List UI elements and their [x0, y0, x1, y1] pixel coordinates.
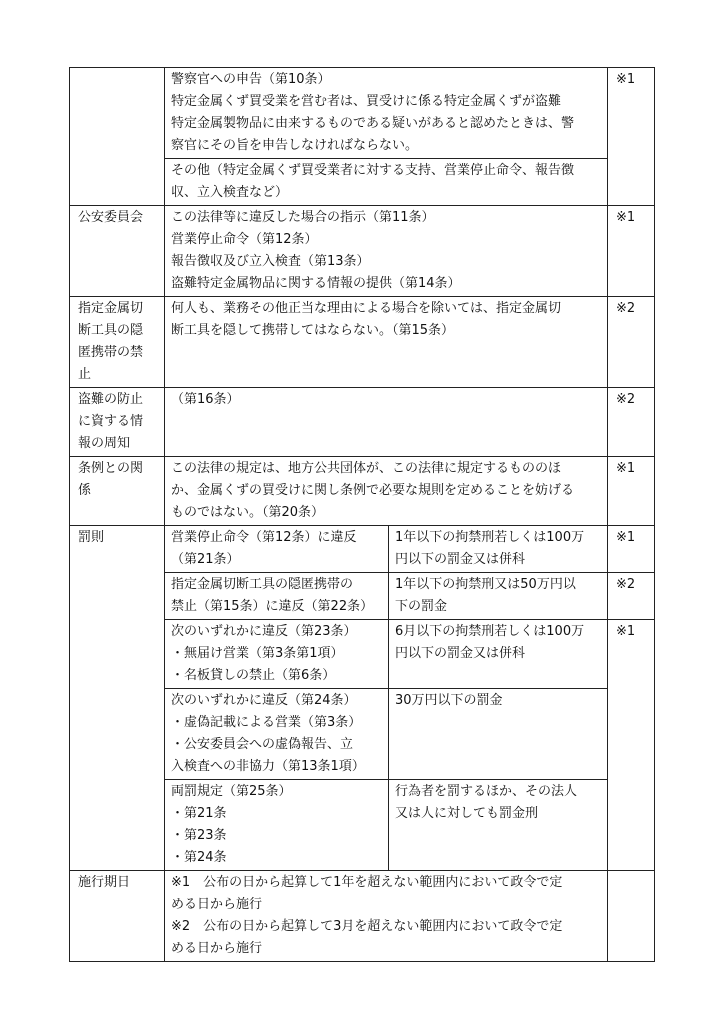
row-head-line: 条例との関: [78, 461, 144, 476]
effective-date-line: める日から施行: [171, 941, 263, 956]
ordinance-line: ものではない。（第20条）: [171, 505, 325, 520]
row-head: 公安委員会: [70, 206, 165, 297]
row-head-line: 係: [78, 483, 92, 498]
row-police-report: [70, 68, 655, 159]
penalty-violation-line: （第21条）: [171, 552, 240, 567]
penalty-violation-line: 指定金属切断工具の隠匿携帯の: [171, 577, 354, 592]
penalty-violation: [165, 620, 389, 689]
commission-cell: [165, 206, 608, 297]
penalty-violation: [165, 689, 389, 780]
enforcement-mark: ※1: [608, 457, 655, 526]
law-summary-table: [69, 67, 655, 962]
penalty-punishment-line: 6月以下の拘禁刑若しくは100万: [395, 624, 585, 639]
enforcement-mark-empty: [608, 871, 655, 962]
cutting-tool-cell: [165, 297, 608, 388]
commission-line: 報告徴収及び立入検査（第13条）: [171, 254, 370, 269]
row-head: 施行期日: [70, 871, 165, 962]
penalty-violation-line: ・名板貸しの禁止（第6条）: [171, 668, 336, 683]
penalty-punishment-line: 1年以下の拘禁刑又は50万円以: [395, 577, 576, 592]
police-report-line: 察官にその旨を申告しなければならない。: [171, 138, 419, 153]
enforcement-mark: ※1: [608, 206, 655, 297]
penalty-violation: [165, 526, 389, 573]
effective-date-cell: [165, 871, 608, 962]
penalty-violation-line: ・無届け営業（第3条第1項）: [171, 646, 344, 661]
police-report-cell: [165, 68, 608, 159]
commission-line: 盗難特定金属物品に関する情報の提供（第14条）: [171, 276, 461, 291]
penalty-violation-line: 入検査への非協力（第13条1項）: [171, 759, 365, 774]
penalty-punishment-line: 又は人に対しても罰金刑: [395, 806, 539, 821]
enforcement-mark: ※2: [608, 297, 655, 388]
penalty-violation-line: ・第21条: [171, 806, 227, 821]
row-head-line: 指定金属切: [78, 301, 144, 316]
police-report-title: 警察官への申告（第10条）: [171, 72, 331, 87]
penalty-punishment: [389, 780, 608, 871]
penalty-violation-line: ・公安委員会への虚偽報告、立: [171, 737, 354, 752]
row-penalty-1: [70, 526, 655, 573]
enforcement-mark: ※2: [608, 388, 655, 457]
row-head: [70, 388, 165, 457]
row-head-line: 断工具の隠: [78, 323, 144, 338]
ordinance-cell: [165, 457, 608, 526]
penalty-punishment: [389, 620, 608, 689]
effective-date-line: める日から施行: [171, 897, 263, 912]
penalty-violation-line: ・第24条: [171, 850, 227, 865]
penalty-punishment-line: 円以下の罰金又は併科: [395, 646, 526, 661]
cutting-tool-line: 断工具を隠して携帯してはならない。（第15条）: [171, 323, 455, 338]
penalty-violation: [165, 780, 389, 871]
ordinance-line: この法律の規定は、地方公共団体が、この法律に規定するもののほ: [171, 461, 562, 476]
row-head: [70, 297, 165, 388]
row-head-line: 止: [78, 367, 92, 382]
police-report-line: 特定金属くず買受業を営む者は、買受けに係る特定金属くずが盗難: [171, 94, 562, 109]
penalty-violation-line: 次のいずれかに違反（第23条）: [171, 624, 357, 639]
penalty-punishment: [389, 526, 608, 573]
row-cutting-tool-prohibition: [70, 297, 655, 388]
enforcement-mark: ※1: [608, 620, 655, 871]
row-ordinance-relation: [70, 457, 655, 526]
penalty-punishment-line: 下の罰金: [395, 599, 448, 614]
row-head-line: 報の周知: [78, 436, 131, 451]
penalty-violation-line: 両罰規定（第25条）: [171, 784, 292, 799]
penalty-punishment-line: 円以下の罰金又は併科: [395, 552, 526, 567]
row-head-empty: [70, 68, 165, 206]
row-head-line: に資する情: [78, 414, 144, 429]
row-head: 罰則: [70, 526, 165, 871]
enforcement-mark: ※1: [608, 526, 655, 573]
penalty-punishment-line: 30万円以下の罰金: [395, 693, 503, 708]
police-report-line: 特定金属製物品に由来するものである疑いがあると認めたときは、警: [171, 116, 575, 131]
penalty-violation-line: 次のいずれかに違反（第24条）: [171, 693, 357, 708]
row-theft-prevention: [70, 388, 655, 457]
penalty-punishment: [389, 689, 608, 780]
enforcement-mark: ※2: [608, 573, 655, 620]
penalty-violation-line: ・第23条: [171, 828, 227, 843]
penalty-violation-line: ・虚偽記載による営業（第3条）: [171, 715, 362, 730]
penalty-punishment-line: 行為者を罰するほか、その法人: [395, 784, 578, 799]
penalty-violation: [165, 573, 389, 620]
commission-line: この法律等に違反した場合の指示（第11条）: [171, 210, 435, 225]
penalty-punishment-line: 1年以下の拘禁刑若しくは100万: [395, 530, 585, 545]
other-measures-cell: [165, 159, 608, 206]
cutting-tool-line: 何人も、業務その他正当な理由による場合を除いては、指定金属切: [171, 301, 562, 316]
row-head-line: 盗難の防止: [78, 392, 144, 407]
theft-prevention-line: （第16条）: [171, 392, 240, 407]
penalty-violation-line: 営業停止命令（第12条）に違反: [171, 530, 357, 545]
penalty-punishment: [389, 573, 608, 620]
effective-date-line: ※1 公布の日から起算して1年を超えない範囲内において政令で定: [171, 875, 563, 890]
row-head: [70, 457, 165, 526]
enforcement-mark: ※1: [608, 68, 655, 206]
other-measures-line: 収、立入検査など）: [171, 185, 289, 200]
commission-line: 営業停止命令（第12条）: [171, 232, 318, 247]
row-head-line: 匿携帯の禁: [78, 345, 144, 360]
effective-date-line: ※2 公布の日から起算して3月を超えない範囲内において政令で定: [171, 919, 563, 934]
row-public-safety-commission: [70, 206, 655, 297]
penalty-violation-line: 禁止（第15条）に違反（第22条）: [171, 599, 374, 614]
ordinance-line: か、金属くずの買受けに関し条例で必要な規則を定めることを妨げる: [171, 483, 575, 498]
row-effective-date: [70, 871, 655, 962]
theft-prevention-cell: [165, 388, 608, 457]
other-measures-line: その他（特定金属くず買受業者に対する支持、営業停止命令、報告徴: [171, 163, 575, 178]
